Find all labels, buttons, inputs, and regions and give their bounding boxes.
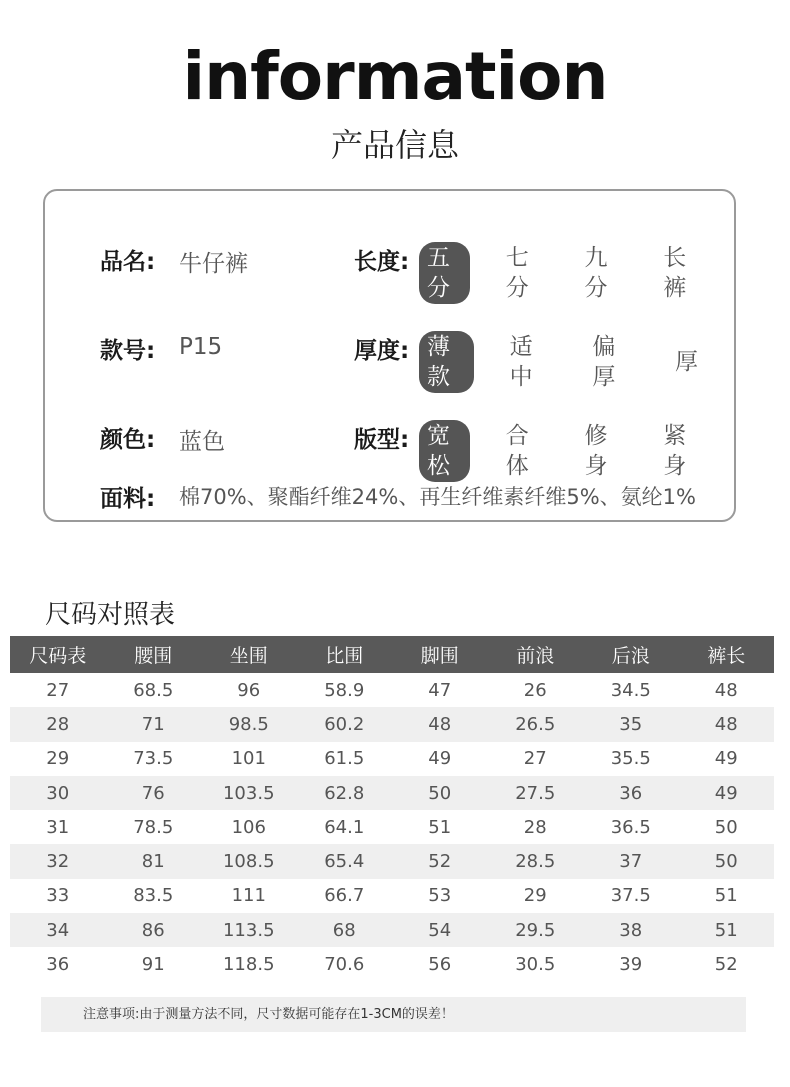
table-cell: 29: [523, 885, 547, 907]
table-cell: 36: [583, 776, 679, 810]
table-cell: 37: [583, 844, 679, 878]
table-cell: 101: [231, 748, 266, 770]
table-cell: 34: [10, 913, 106, 947]
table-row: [10, 707, 774, 741]
option-thickness: 厚: [675, 349, 699, 375]
option-fit: 合体: [505, 423, 529, 479]
size-chart-header-row: [10, 636, 774, 673]
option-length-selected: 五分: [419, 242, 470, 304]
color-label: 颜色:: [100, 427, 156, 453]
size-chart-table: [10, 636, 774, 982]
code-value: P15: [179, 334, 223, 360]
thickness-options: [419, 331, 734, 393]
option-length: 七分: [505, 245, 529, 301]
table-cell: 30.5: [515, 954, 556, 976]
table-cell: 39: [619, 954, 643, 976]
table-row: [10, 879, 774, 913]
table-cell: 49: [428, 748, 452, 770]
option-thickness-selected: 薄款: [419, 331, 474, 393]
table-cell: 64.1: [324, 816, 365, 838]
table-row: [10, 913, 774, 947]
table-cell: 108.5: [201, 844, 297, 878]
table-cell: 32: [10, 844, 106, 878]
fit-label: 版型:: [354, 427, 410, 453]
table-cell: 49: [679, 776, 775, 810]
table-cell: 52: [714, 954, 738, 976]
table-cell: 106: [231, 816, 266, 838]
table-cell: 52: [392, 844, 488, 878]
table-cell: 36: [46, 954, 70, 976]
option-fit: 修身: [584, 423, 608, 479]
table-cell: 56: [428, 954, 452, 976]
table-cell: 71: [106, 707, 202, 741]
header-cell: 比围: [297, 636, 393, 673]
table-cell: 50: [392, 776, 488, 810]
table-cell: 34.5: [610, 679, 651, 701]
header-cell: 裤长: [679, 636, 775, 673]
fabric-label: 面料:: [100, 486, 156, 512]
table-cell: 70.6: [324, 954, 365, 976]
table-cell: 118.5: [222, 954, 275, 976]
table-cell: 111: [231, 885, 266, 907]
header-cell: 后浪: [583, 636, 679, 673]
table-cell: 76: [106, 776, 202, 810]
option-length: 长裤: [663, 245, 687, 301]
table-cell: 28: [10, 707, 106, 741]
table-cell: 26: [523, 679, 547, 701]
table-cell: 86: [106, 913, 202, 947]
thickness-label: 厚度:: [354, 338, 410, 364]
table-row: [10, 844, 774, 878]
table-row: [10, 810, 774, 844]
page-subtitle: 产品信息: [330, 126, 459, 164]
table-cell: 28: [523, 816, 547, 838]
table-row: [10, 776, 774, 810]
table-cell: 27.5: [488, 776, 584, 810]
option-thickness: 适中: [509, 334, 533, 390]
table-cell: 61.5: [324, 748, 365, 770]
option-length: 九分: [584, 245, 608, 301]
code-label: 款号:: [100, 338, 156, 364]
size-chart-title: 尺码对照表: [45, 600, 176, 630]
table-cell: 27: [523, 748, 547, 770]
table-cell: 35.5: [610, 748, 651, 770]
table-cell: 47: [428, 679, 452, 701]
color-value: 蓝色: [179, 429, 225, 455]
table-cell: 68: [297, 913, 393, 947]
name-value: 牛仔裤: [179, 251, 248, 277]
table-row: [10, 742, 774, 776]
table-cell: 65.4: [297, 844, 393, 878]
table-cell: 91: [141, 954, 165, 976]
table-row: [10, 673, 774, 707]
table-cell: 83.5: [133, 885, 174, 907]
name-label: 品名:: [100, 249, 156, 275]
table-cell: 103.5: [201, 776, 297, 810]
length-options: [419, 242, 734, 304]
table-cell: 33: [46, 885, 70, 907]
table-cell: 28.5: [488, 844, 584, 878]
table-cell: 81: [106, 844, 202, 878]
table-cell: 66.7: [324, 885, 365, 907]
table-cell: 51: [428, 816, 452, 838]
table-cell: 96: [237, 679, 261, 701]
table-cell: 53: [428, 885, 452, 907]
table-cell: 31: [46, 816, 70, 838]
table-cell: 50: [679, 844, 775, 878]
table-cell: 30: [10, 776, 106, 810]
table-cell: 29: [46, 748, 70, 770]
table-cell: 50: [714, 816, 738, 838]
table-cell: 113.5: [201, 913, 297, 947]
product-info-panel: [43, 189, 736, 522]
table-cell: 51: [679, 913, 775, 947]
table-cell: 38: [583, 913, 679, 947]
option-fit: 紧身: [663, 423, 687, 479]
table-cell: 62.8: [297, 776, 393, 810]
table-cell: 98.5: [201, 707, 297, 741]
table-cell: 58.9: [324, 679, 365, 701]
option-thickness: 偏厚: [592, 334, 616, 390]
table-cell: 26.5: [488, 707, 584, 741]
table-cell: 49: [714, 748, 738, 770]
table-cell: 37.5: [610, 885, 651, 907]
length-label: 长度:: [354, 249, 410, 275]
table-cell: 36.5: [610, 816, 651, 838]
option-fit-selected: 宽松: [419, 420, 470, 482]
table-cell: 60.2: [297, 707, 393, 741]
table-cell: 78.5: [133, 816, 174, 838]
table-cell: 73.5: [133, 748, 174, 770]
table-cell: 68.5: [133, 679, 174, 701]
header-cell: 坐围: [201, 636, 297, 673]
header-cell: 脚围: [392, 636, 488, 673]
header-cell: 前浪: [488, 636, 584, 673]
header-cell: 腰围: [106, 636, 202, 673]
table-cell: 48: [392, 707, 488, 741]
page-title: information: [182, 38, 608, 115]
table-cell: 54: [392, 913, 488, 947]
table-cell: 27: [46, 679, 70, 701]
table-cell: 51: [714, 885, 738, 907]
fabric-value: 棉70%、聚酯纤维24%、再生纤维素纤维5%、氨纶1%: [179, 485, 696, 509]
table-cell: 29.5: [488, 913, 584, 947]
table-row: [10, 947, 774, 981]
measurement-note: 注意事项:由于测量方法不同，尺寸数据可能存在1-3CM的误差！: [41, 997, 746, 1032]
header-cell: 尺码表: [10, 636, 106, 673]
fit-options: [419, 420, 734, 482]
table-cell: 48: [714, 679, 738, 701]
table-cell: 48: [679, 707, 775, 741]
table-cell: 35: [583, 707, 679, 741]
